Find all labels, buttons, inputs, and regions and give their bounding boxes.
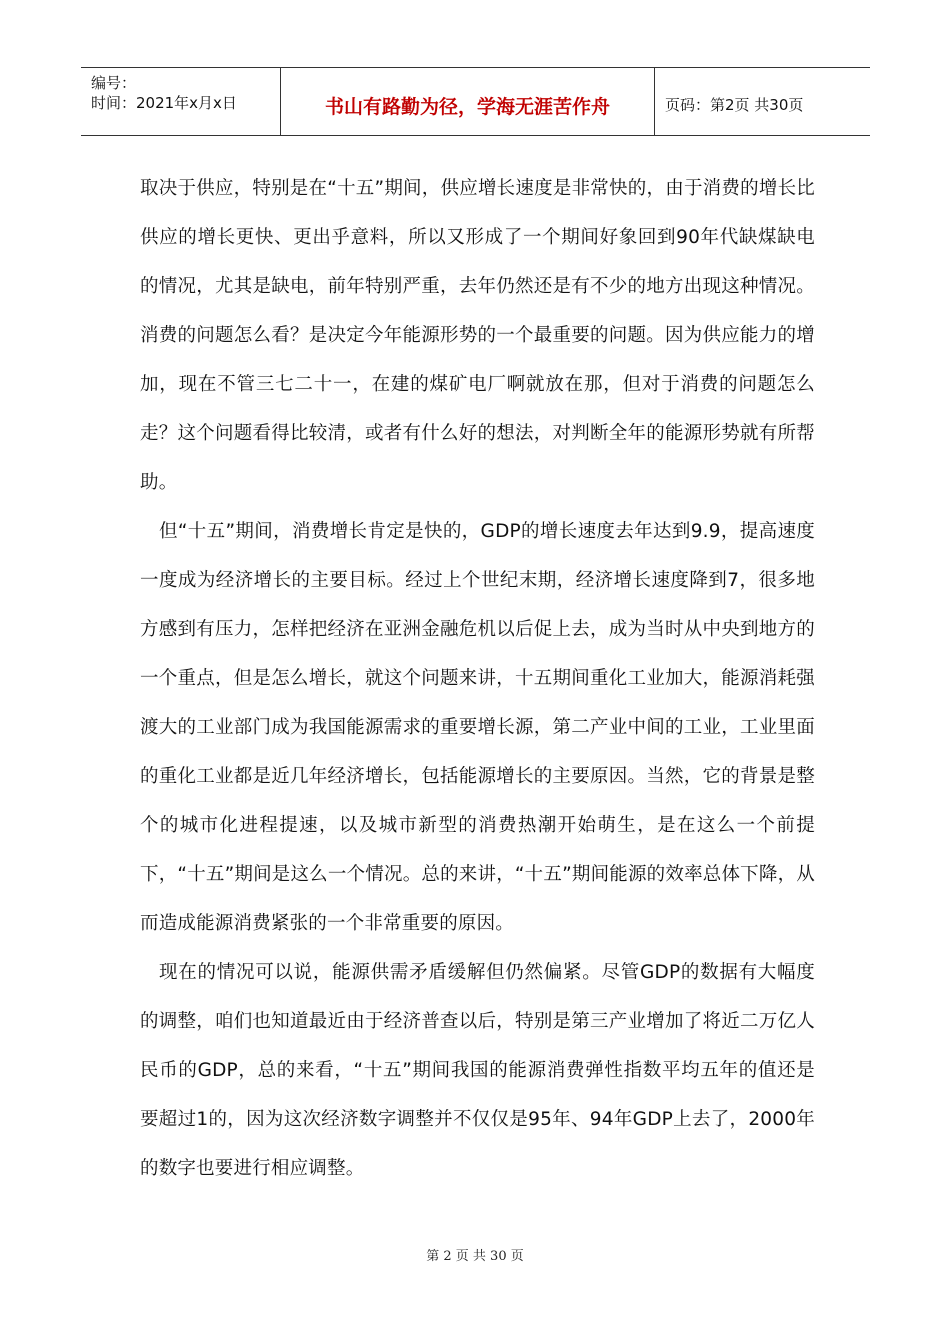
motto: 书山有路勤为径，学海无涯苦作舟 (281, 68, 655, 135)
header-meta (81, 68, 281, 135)
number-label: 编号： (91, 74, 137, 92)
paragraph-2: 但“十五”期间，消费增长肯定是快的，GDP的增长速度去年达到9.9，提高速度一度成为经济增长的主要目标。经过上个世纪末期，经济增长速度降到7，很多地方感到有压力，怎样把经济在亚洲金融危机以后促上去，成为当时从中央到地方的一个重点，但是怎么增长，就这个问题来讲，十五期间重化工业加大，能源消耗强渡大的工业部门成为我国能源需求的重要增长源，第二产业中间的工业，工业里面的重化工业都是近几年经济增长，包括能源增长的主要原因。当然，它的背景是整个的城市化进程提速，以及城市新型的消费热潮开始萌生，是在这么一个前提下，“十五”期间是这么一个情况。总的来讲，“十五”期间能源的效率总体下降，从而造成能源消费紧张的一个非常重要的原因。 (140, 521, 815, 934)
document-body (140, 164, 815, 1193)
paragraph-3: 现在的情况可以说，能源供需矛盾缓解但仍然偏紧。尽管GDP的数据有大幅度的调整，咱们也知道最近由于经济普查以后，特别是第三产业增加了将近二万亿人民币的GDP，总的来看，“十五”期间我国的能源消费弹性指数平均五年的值还是要超过1的，因为这次经济数字调整并不仅仅是95年、94年GDP上去了，2000年的数字也要进行相应调整。 (140, 962, 815, 1179)
time-label: 时间：2021年x月x日 (91, 94, 237, 112)
page-footer: 第 2 页 共 30 页 (426, 1249, 524, 1264)
paragraph-1: 取决于供应，特别是在“十五”期间，供应增长速度是非常快的，由于消费的增长比供应的增长更快、更出乎意料，所以又形成了一个期间好象回到90年代缺煤缺电的情况，尤其是缺电，前年特别严重，去年仍然还是有不少的地方出现这种情况。消费的问题怎么看？是决定今年能源形势的一个最重要的问题。因为供应能力的增加，现在不管三七二十一，在建的煤矿电厂啊就放在那，但对于消费的问题怎么走？这个问题看得比较清，或者有什么好的想法，对判断全年的能源形势就有所帮助。 (140, 178, 815, 493)
page-info: 页码：第2页 共30页 (665, 96, 804, 114)
page-header (81, 67, 870, 136)
